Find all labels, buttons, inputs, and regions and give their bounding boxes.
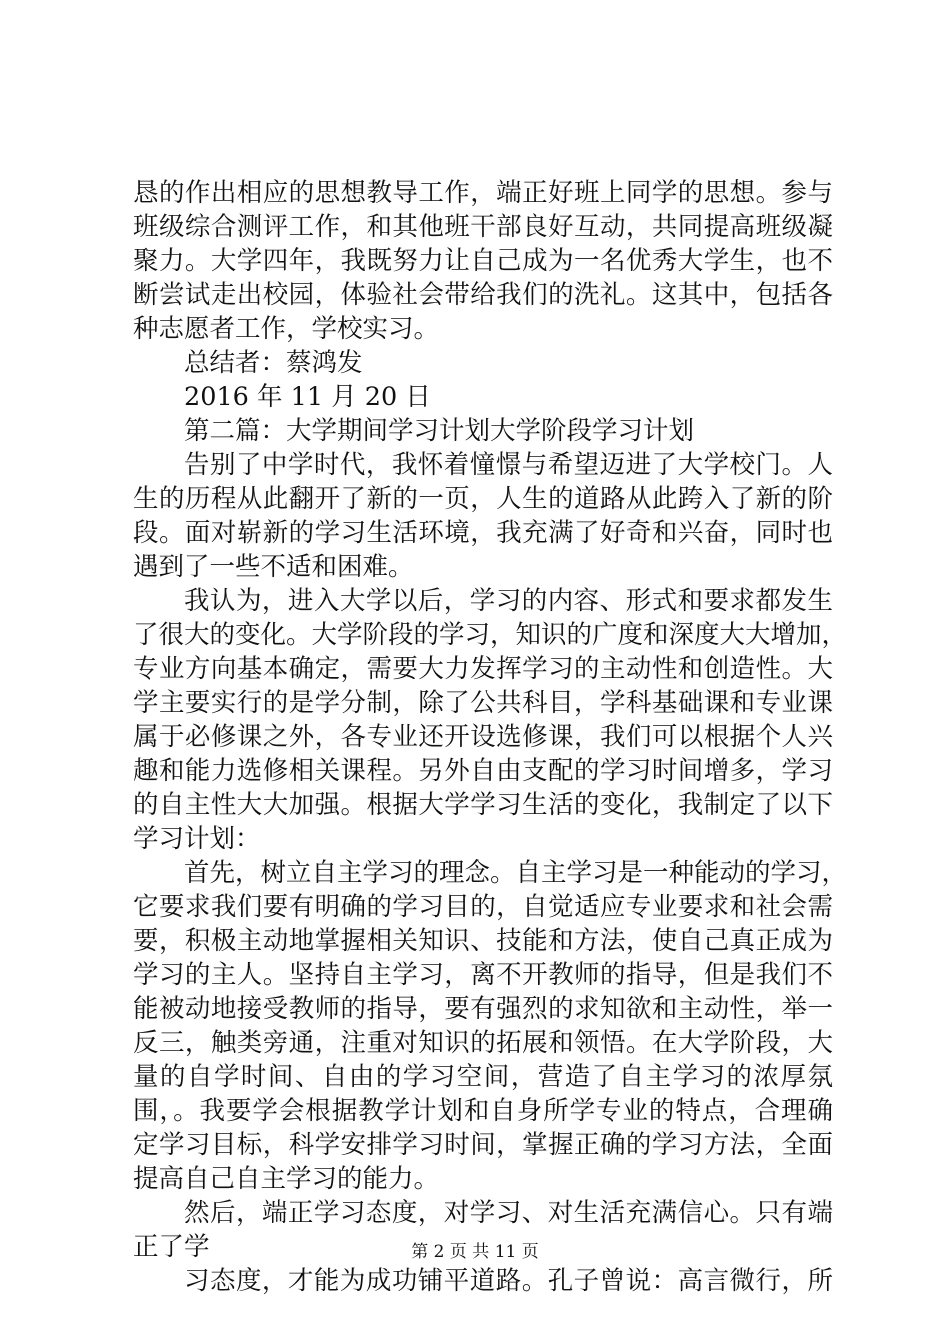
text-line: 提高自己自主学习的能力。 bbox=[133, 1164, 440, 1194]
text-line: 总结者：蔡鸿发 bbox=[184, 348, 363, 378]
text-line: 围，。我要学会根据教学计划和自身所学专业的特点，合理确 bbox=[133, 1096, 833, 1126]
text-line: 种志愿者工作，学校实习。 bbox=[133, 314, 440, 344]
text-line: 遇到了一些不适和困难。 bbox=[133, 552, 414, 582]
text-line: 学主要实行的是学分制，除了公共科目，学科基础课和专业课 bbox=[133, 688, 833, 718]
text-line: 第二篇：大学期间学习计划大学阶段学习计划 bbox=[184, 416, 695, 446]
text-line: 的自主性大大加强。根据大学学习生活的变化，我制定了以下 bbox=[133, 790, 833, 820]
text-line: 班级综合测评工作，和其他班干部良好互动，共同提高班级凝 bbox=[133, 212, 833, 242]
text-line: 趣和能力选修相关课程。另外自由支配的学习时间增多，学习 bbox=[133, 756, 833, 786]
text-line: 专业方向基本确定，需要大力发挥学习的主动性和创造性。大 bbox=[133, 654, 833, 684]
text-line: 量的自学时间、自由的学习空间，营造了自主学习的浓厚氛 bbox=[133, 1062, 833, 1092]
text-line: 学习的主人。坚持自主学习，离不开教师的指导，但是我们不 bbox=[133, 960, 833, 990]
text-line: 我认为，进入大学以后，学习的内容、形式和要求都发生 bbox=[184, 586, 833, 616]
text-line: 定学习目标，科学安排学习时间，掌握正确的学习方法，全面 bbox=[133, 1130, 833, 1160]
text-line: 聚力。大学四年，我既努力让自己成为一名优秀大学生，也不 bbox=[133, 246, 833, 276]
text-line: 了很大的变化。大学阶段的学习，知识的广度和深度大大增加， bbox=[133, 620, 848, 650]
text-line: 属于必修课之外，各专业还开设选修课，我们可以根据个人兴 bbox=[133, 722, 833, 752]
text-line: 告别了中学时代，我怀着憧憬与希望迈进了大学校门。人 bbox=[184, 450, 833, 480]
text-line: 习态度，才能为成功铺平道路。孔子曾说：高言微行，所 bbox=[184, 1266, 833, 1296]
text-line: 段。面对崭新的学习生活环境，我充满了好奇和兴奋，同时也 bbox=[133, 518, 833, 548]
text-line: 然后，端正学习态度，对学习、对生活充满信心。只有端 bbox=[184, 1198, 833, 1228]
text-line: 恳的作出相应的思想教导工作，端正好班上同学的思想。参与 bbox=[133, 178, 833, 208]
text-line: 学习计划： bbox=[133, 824, 261, 854]
text-line: 能被动地接受教师的指导，要有强烈的求知欲和主动性，举一 bbox=[133, 994, 833, 1024]
text-line: 它要求我们要有明确的学习目的，自觉适应专业要求和社会需 bbox=[133, 892, 833, 922]
page-footer: 第 2 页 共 11 页 bbox=[411, 1242, 539, 1262]
document-body bbox=[133, 176, 848, 1298]
text-line: 反三，触类旁通，注重对知识的拓展和领悟。在大学阶段，大 bbox=[133, 1028, 833, 1058]
text-line: 要，积极主动地掌握相关知识、技能和方法，使自己真正成为 bbox=[133, 926, 833, 956]
text-line: 2016 年 11 月 20 日 bbox=[184, 382, 431, 412]
text-line: 正了学 bbox=[133, 1232, 210, 1262]
text-line: 断尝试走出校园，体验社会带给我们的洗礼。这其中，包括各 bbox=[133, 280, 833, 310]
text-line: 首先，树立自主学习的理念。自主学习是一种能动的学习， bbox=[184, 858, 848, 888]
text-line: 生的历程从此翻开了新的一页，人生的道路从此跨入了新的阶 bbox=[133, 484, 833, 514]
